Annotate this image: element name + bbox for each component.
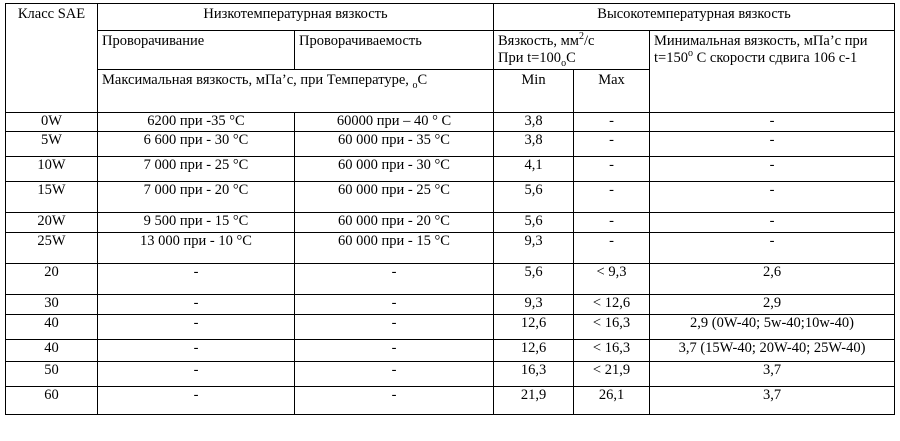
pumping-cell: -: [295, 295, 494, 315]
pumping-cell: 60 000 при - 20 °С: [295, 213, 494, 233]
hths-b: С скорости сдвига 106 с-1: [692, 50, 858, 66]
min-cell: 9,3: [494, 295, 574, 315]
grade-cell: 60: [6, 387, 98, 415]
pumping-cell: -: [295, 362, 494, 387]
kinematic-label-b: /с: [583, 33, 595, 49]
hths-cell: 2,6: [650, 264, 895, 295]
min-cell: 5,6: [494, 182, 574, 213]
hths-cell: -: [650, 213, 895, 233]
max-cell: -: [574, 233, 650, 264]
table-row: [6, 182, 895, 213]
max-cell: < 9,3: [574, 264, 650, 295]
min-cell: 16,3: [494, 362, 574, 387]
hths-cell: -: [650, 113, 895, 132]
cranking-cell: 7 000 при - 20 °С: [98, 182, 295, 213]
header-max: Max: [574, 70, 650, 113]
min-cell: 5,6: [494, 264, 574, 295]
table-row: [6, 233, 895, 264]
pumping-cell: 60 000 при - 35 °С: [295, 132, 494, 157]
grade-cell: 20W: [6, 213, 98, 233]
table-row: [6, 157, 895, 182]
header-low-temp: Низкотемпературная вязкость: [98, 4, 494, 31]
pumping-cell: 60000 при – 40 ° С: [295, 113, 494, 132]
grade-cell: 15W: [6, 182, 98, 213]
grade-cell: 40: [6, 315, 98, 340]
table-row: [6, 315, 895, 340]
hths-cell: -: [650, 233, 895, 264]
table-row: [6, 113, 895, 132]
cranking-cell: 6 600 при - 30 °С: [98, 132, 295, 157]
max-cell: -: [574, 157, 650, 182]
grade-cell: 40: [6, 340, 98, 362]
grade-cell: 5W: [6, 132, 98, 157]
hths-cell: -: [650, 132, 895, 157]
grade-cell: 10W: [6, 157, 98, 182]
pumping-cell: -: [295, 387, 494, 415]
table-body: [6, 113, 895, 415]
kinematic-label: [498, 33, 594, 49]
cranking-cell: 9 500 при - 15 °С: [98, 213, 295, 233]
min-cell: 3,8: [494, 132, 574, 157]
table-row: [6, 340, 895, 362]
table-row: [6, 132, 895, 157]
kinematic-label-sup: 2: [578, 31, 584, 43]
max-visc-sub: o: [412, 79, 418, 91]
table-row: [6, 387, 895, 415]
min-cell: 21,9: [494, 387, 574, 415]
grade-cell: 50: [6, 362, 98, 387]
min-cell: 12,6: [494, 315, 574, 340]
cranking-cell: 6200 при -35 °С: [98, 113, 295, 132]
grade-cell: 0W: [6, 113, 98, 132]
pumping-cell: -: [295, 315, 494, 340]
hths-cell: -: [650, 157, 895, 182]
pumping-cell: 60 000 при - 30 °С: [295, 157, 494, 182]
max-visc-b: С: [417, 72, 428, 88]
min-cell: 9,3: [494, 233, 574, 264]
kinematic-label-a: Вязкость, мм: [498, 33, 579, 49]
table-row: [6, 362, 895, 387]
pumping-cell: 60 000 при - 25 °С: [295, 182, 494, 213]
min-cell: 4,1: [494, 157, 574, 182]
hths-cell: 2,9: [650, 295, 895, 315]
max-cell: -: [574, 113, 650, 132]
sae-viscosity-table: [5, 3, 895, 415]
max-cell: 26,1: [574, 387, 650, 415]
kinematic-temp-b: С: [566, 50, 576, 66]
pumping-cell: -: [295, 264, 494, 295]
header-class-sae-text: Класс SAE: [17, 6, 86, 22]
header-class-sae: [6, 4, 98, 113]
cranking-cell: 7 000 при - 25 °С: [98, 157, 295, 182]
header-high-temp: Высокотемпературная вязкость: [494, 4, 895, 31]
max-cell: -: [574, 213, 650, 233]
cranking-cell: -: [98, 295, 295, 315]
grade-cell: 25W: [6, 233, 98, 264]
hths-cell: 2,9 (0W-40; 5w-40;10w-40): [650, 315, 895, 340]
hths-cell: 3,7: [650, 362, 895, 387]
kinematic-temp-a: При t=100: [498, 50, 562, 66]
header-cranking: Проворачивание: [98, 31, 295, 70]
table-row: [6, 295, 895, 315]
max-cell: < 12,6: [574, 295, 650, 315]
cranking-cell: -: [98, 387, 295, 415]
header-kinematic-viscosity: [494, 31, 650, 70]
hths-a: Минимальная вязкость, мПа’с при t=150: [654, 33, 868, 66]
max-cell: < 16,3: [574, 340, 650, 362]
hths-cell: -: [650, 182, 895, 213]
cranking-cell: -: [98, 264, 295, 295]
table-row: [6, 213, 895, 233]
min-cell: 3,8: [494, 113, 574, 132]
max-visc-a: Максимальная вязкость, мПа’с, при Температуре,: [102, 72, 413, 88]
cranking-cell: -: [98, 362, 295, 387]
grade-cell: 30: [6, 295, 98, 315]
cranking-cell: -: [98, 315, 295, 340]
max-cell: -: [574, 182, 650, 213]
kinematic-temp: [498, 50, 576, 69]
cranking-cell: -: [98, 340, 295, 362]
cranking-cell: 13 000 при - 10 °С: [98, 233, 295, 264]
max-cell: < 16,3: [574, 315, 650, 340]
header-pumpability: Проворачиваемость: [295, 31, 494, 70]
hths-sup: o: [687, 48, 693, 60]
hths-cell: 3,7: [650, 387, 895, 415]
pumping-cell: -: [295, 340, 494, 362]
grade-cell: 20: [6, 264, 98, 295]
pumping-cell: 60 000 при - 15 °С: [295, 233, 494, 264]
header-hths: [650, 31, 895, 113]
hths-cell: 3,7 (15W-40; 20W-40; 25W-40): [650, 340, 895, 362]
max-cell: -: [574, 132, 650, 157]
min-cell: 12,6: [494, 340, 574, 362]
max-cell: < 21,9: [574, 362, 650, 387]
table-row: [6, 264, 895, 295]
kinematic-temp-sub: o: [561, 57, 567, 69]
header-max-viscosity: [98, 70, 494, 113]
header-min: Min: [494, 70, 574, 113]
min-cell: 5,6: [494, 213, 574, 233]
